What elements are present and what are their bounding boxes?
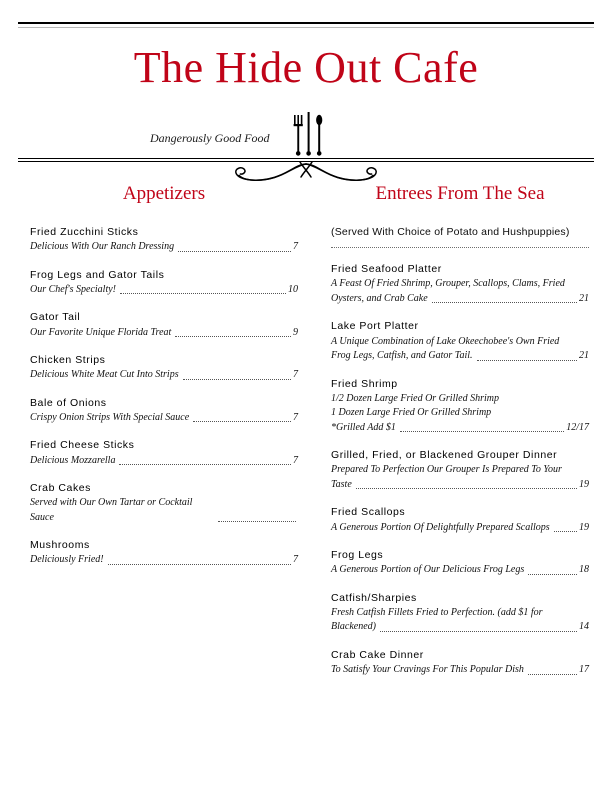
menu-item-description-text: Our Favorite Unique Florida Treat [30, 326, 172, 338]
menu-item-name: Fried Scallops [331, 506, 406, 519]
menu-item-name: Gator Tail [30, 311, 81, 324]
price-leader-dots [108, 564, 291, 565]
menu-item-price: 7 [293, 411, 298, 423]
menu-item-description [331, 292, 589, 307]
menu-item-name: Grilled, Fried, or Blackened Grouper Dinner [331, 449, 558, 462]
menu-item-description-text: Oysters, and Crab Cake [331, 292, 428, 304]
menu-item-description-text: Deliciously Fried! [30, 554, 104, 566]
menu-item-description [331, 521, 589, 536]
header-rule-upper [18, 158, 594, 159]
menu-item-price: 12/17 [566, 421, 589, 433]
menu-item-description-text: Fresh Catfish Fillets Fried to Perfection. (add $1 for [331, 606, 543, 618]
menu-item [30, 268, 298, 298]
price-leader-dots [120, 293, 286, 294]
menu-item [331, 548, 589, 578]
entrees-heading: Entrees From The Sea [375, 183, 545, 204]
menu-item-description [331, 335, 589, 350]
menu-item-description-text: Crispy Onion Strips With Special Sauce [30, 411, 190, 423]
menu-item-description-text: 1 Dozen Large Fried Or Grilled Shrimp [331, 407, 492, 419]
menu-item-name: Crab Cake Dinner [331, 648, 424, 661]
menu-item-name: Lake Port Platter [331, 320, 419, 333]
top-border [18, 22, 594, 28]
menu-item-price: 7 [293, 241, 298, 253]
menu-item-price: 7 [293, 454, 298, 466]
menu-item-price: 7 [293, 369, 298, 381]
menu-item-description [331, 277, 589, 292]
menu-item-name: Crab Cakes [30, 482, 91, 495]
menu-item [331, 262, 589, 306]
tagline: Dangerously Good Food [150, 131, 270, 145]
menu-item-description [30, 553, 298, 568]
entrees-note-separator [331, 247, 589, 248]
entrees-column [331, 183, 589, 691]
price-leader-dots [356, 488, 577, 489]
menu-item-description [30, 411, 298, 426]
menu-item-description [30, 283, 298, 298]
menu-item-description [30, 326, 298, 341]
menu-item-description [331, 663, 589, 678]
price-leader-dots [528, 574, 577, 575]
menu-item-price: 21 [579, 292, 589, 304]
menu-item [30, 310, 298, 340]
menu-item-description-text: A Generous Portion Of Delightfully Prepared Scallops [331, 521, 550, 533]
menu-item [30, 396, 298, 426]
menu-item-description [30, 368, 298, 383]
menu-item-name: Bale of Onions [30, 396, 107, 409]
menu-item-name: Frog Legs [331, 549, 384, 562]
menu-item-description [331, 421, 589, 436]
menu-item-price: 9 [293, 326, 298, 338]
restaurant-title: The Hide Out Cafe [133, 43, 479, 92]
menu-item-price: 21 [579, 350, 589, 362]
menu-item [331, 448, 589, 492]
price-leader-dots [119, 464, 291, 465]
menu-item-name: Frog Legs and Gator Tails [30, 268, 165, 281]
fork-knife-spoon-icon [288, 110, 330, 160]
menu-item-description-text: A Feast Of Fried Shrimp, Grouper, Scallops, Clams, Fried [331, 278, 565, 290]
price-leader-dots [554, 531, 577, 532]
price-leader-dots [175, 336, 291, 337]
menu-item [30, 481, 298, 525]
menu-item-name: Chicken Strips [30, 354, 106, 367]
menu-item-description [30, 240, 298, 255]
menu-item-description [331, 620, 589, 635]
menu-item-description-text: A Generous Portion of Our Delicious Frog Legs [331, 564, 525, 576]
price-leader-dots [400, 431, 564, 432]
menu-item-description-text: Prepared To Perfection Our Grouper Is Prepared To Your [331, 464, 562, 476]
menu-item [331, 648, 589, 678]
menu-item-description-text: Taste [331, 478, 352, 490]
menu-item-description-text: Delicious With Our Ranch Dressing [30, 241, 175, 253]
price-leader-dots [193, 421, 291, 422]
menu-item-price: 14 [579, 621, 589, 633]
menu-item-description [331, 563, 589, 578]
menu-item [30, 353, 298, 383]
menu-item [30, 225, 298, 255]
menu-item-description [331, 606, 589, 621]
menu-item [331, 591, 589, 635]
menu-item-description [331, 349, 589, 364]
menu-item-description [331, 463, 589, 478]
menu-item-name: Fried Cheese Sticks [30, 439, 135, 452]
menu-item-name: Mushrooms [30, 539, 90, 552]
cutlery-icons [288, 110, 330, 165]
menu-item-description-text: *Grilled Add $1 [331, 421, 396, 433]
menu-item-description-text: A Unique Combination of Lake Okeechobee's Own Fried [331, 335, 560, 347]
menu-item-description-text: Served with Our Own Tartar or Cocktail Sauce [30, 497, 195, 523]
menu-item-price: 17 [579, 664, 589, 676]
top-rule-thin [18, 27, 594, 28]
menu-item-name: Fried Seafood Platter [331, 263, 442, 276]
menu-item-description [331, 406, 589, 421]
menu-item-description-text: Our Chef's Specialty! [30, 283, 117, 295]
menu-item-description [331, 392, 589, 407]
menu-item-name: Catfish/Sharpies [331, 591, 417, 604]
menu-item-description-text: Delicious White Meat Cut Into Strips [30, 369, 179, 381]
entrees-note: (Served With Choice of Potato and Hushpuppies) [331, 226, 570, 238]
menu-item-description-text: 1/2 Dozen Large Fried Or Grilled Shrimp [331, 392, 499, 404]
menu-item-description-text: Blackened) [331, 621, 376, 633]
price-leader-dots [380, 631, 577, 632]
menu-item [331, 319, 589, 363]
menu-item-description [30, 454, 298, 469]
price-leader-dots [528, 674, 577, 675]
menu-item-description-text: Frog Legs, Catfish, and Gator Tail. [331, 350, 473, 362]
menu-item-description-text: To Satisfy Your Cravings For This Popular Dish [331, 664, 524, 676]
appetizers-list [30, 225, 298, 568]
menu-item-price: 19 [579, 521, 589, 533]
menu-item [30, 438, 298, 468]
menu-item-description [30, 496, 298, 525]
appetizers-heading: Appetizers [122, 183, 206, 204]
menu-item-description-text: Delicious Mozzarella [30, 454, 116, 466]
menu-item [331, 377, 589, 436]
menu-item [331, 505, 589, 535]
menu-item-price: 10 [288, 283, 298, 295]
price-leader-dots [477, 360, 577, 361]
price-leader-dots [178, 251, 291, 252]
menu-item-price: 19 [579, 478, 589, 490]
menu-item-description [331, 478, 589, 493]
menu-item-name: Fried Zucchini Sticks [30, 226, 139, 238]
entrees-list [331, 262, 589, 677]
price-leader-dots [218, 521, 296, 522]
price-leader-dots [183, 379, 291, 380]
menu-item-name: Fried Shrimp [331, 377, 398, 390]
menu-item [30, 538, 298, 568]
top-rule-thick [18, 22, 594, 24]
appetizers-column [30, 183, 298, 581]
menu-item-price: 7 [293, 554, 298, 566]
menu-item-price: 18 [579, 564, 589, 576]
price-leader-dots [432, 302, 577, 303]
